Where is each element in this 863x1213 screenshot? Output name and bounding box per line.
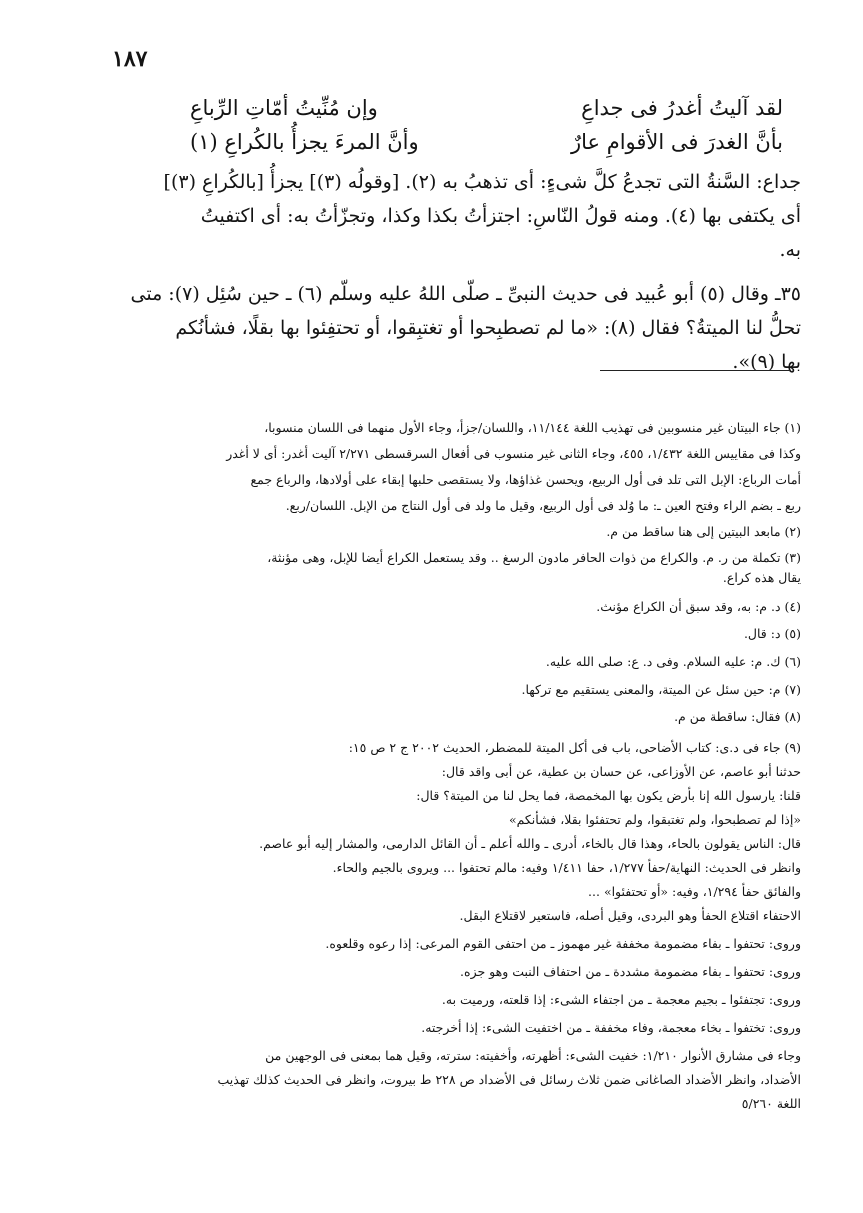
footnote-line: وروى: تحتفوا ـ بفاء مضمومة مخففة غير مهموز ـ من احتفى القوم المرعى: إذا رعوه وقلعوه. (325, 936, 801, 951)
footnote-line: وروى: تختفوا ـ بخاء معجمة، وفاء مخففة ـ من اختفيت الشىء: إذا أخرجته. (421, 1020, 801, 1035)
footnote-line: وجاء فى مشارق الأنوار ١/٢١٠: خفيت الشىء: أظهرته، وأخفيته: سترته، وقيل هما بمعنى فى الوجهين من (265, 1048, 801, 1063)
footnote-line: قلنا: يارسول الله إنا بأرض يكون بها المخمصة، فما يحل لنا من الميتة؟ قال: (416, 788, 801, 803)
footnote-line: يقال هذه كراع. (722, 570, 801, 585)
footnote-line: (٥) د: قال. (743, 626, 801, 641)
footnote-line: الأضداد، وانظر الأضداد الصاغانى ضمن ثلاث رسائل فى الأضداد ص ٢٢٨ ط بيروت، وانظر فى الحديث كذلك تهذيب (217, 1072, 801, 1087)
footnote-line: (٩) جاء فى د.ى: كتاب الأضاحى، باب فى أكل الميتة للمضطر، الحديث ٢٠٠٢ ج ٢ ص ١٥: (348, 740, 801, 755)
footnote-line: قال: الناس يقولون بالحاء، وهذا قال بالخاء، أدرى ـ والله أعلم ـ أن القائل الدارمى، والمشار إليه أبو عاصم. (259, 836, 801, 851)
verse-2-second-hemistich: وأنَّ المرءَ يجزأُ بالكُراعِ (١) (190, 130, 419, 154)
footnote-line: أمات الرباع: الإبل التى تلد فى أول الربيع، ويحسن غذاؤها، ولا يستقصى حلبها إبقاء على أولادها، والرباع جمع (250, 472, 801, 487)
footnote-line: (٤) د. م: به، وقد سبق أن الكراع مؤنث. (596, 599, 801, 614)
footnote-line: الاحتفاء اقتلاع الحفأ وهو البردى، وقيل أصله، فاستعير لاقتلاع البقل. (459, 908, 801, 923)
footnote-separator (600, 370, 790, 371)
page-number: ١٨٧ (112, 46, 148, 72)
footnote-line: (٧) م: حين سئل عن الميتة، والمعنى يستقيم مع تركها. (521, 682, 801, 697)
main-text-line: جداع: السَّنةُ التى تجدعُ كلَّ شىءٍ: أى تذهبُ به (٢). [وقولُه (٣)] يجزأُ [بالكُراعِ (٣)] (163, 171, 801, 193)
footnote-line: (٢) مابعد البيتين إلى هنا ساقط من م. (606, 524, 801, 539)
footnote-line: وكذا فى مقاييس اللغة ١/٤٣٢، ٤٥٥، وجاء الثانى غير منسوب فى أفعال السرقسطى ٢/٢٧١ آليت أغدر: أى لا أغدر (226, 446, 801, 461)
footnote-line: والفائق حفأ ١/٢٩٤، وفيه: «أو تحتفئوا» ... (588, 884, 801, 899)
verse-1-second-hemistich: وإن مُنِّيتُ أمّاتِ الرِّباعِ (190, 96, 378, 120)
footnote-line: حدثنا أبو عاصم، عن الأوزاعى، عن حسان بن عطية، عن أبى واقد قال: (441, 764, 801, 779)
main-text-line: ٣٥ـ وقال (٥) أبو عُبيد فى حديث النبىِّ ـ صلّى اللهُ عليه وسلّم (٦) ـ حين سُئِل (٧): متى (130, 283, 801, 305)
footnote-line: «إذا لم تصطبحوا، ولم تغتبقوا، ولم تحتفئوا بقلا، فشأنكم» (508, 812, 801, 827)
main-text-line: بها (٩)». (732, 351, 801, 373)
footnote-line: وروى: تحتفوا ـ بفاء مضمومة مشددة ـ من احتفاف النبت وهو جزه. (460, 964, 801, 979)
main-text-line: أى يكتفى بها (٤). ومنه قولُ النّاسِ: اجتزأتُ بكذا وكذا، وتجزّأتُ به: أى اكتفيتُ (200, 205, 801, 227)
footnote-line: وروى: تجتفئوا ـ بجيم معجمة ـ من اجتفاء الشىء: إذا قلعته، ورميت به. (441, 992, 801, 1007)
verse-2-first-hemistich: بأنَّ الغدرَ فى الأقوامِ عارٌ (570, 130, 783, 154)
verse-1-first-hemistich: لقد آليتُ أغدرُ فى جداعِ (581, 96, 783, 120)
footnote-line: اللغة ٥/٢٦٠ (741, 1096, 801, 1111)
main-text-line: به. (779, 239, 801, 261)
footnote-line: (٦) ك. م: عليه السلام. وفى د. ع: صلى الله عليه. (545, 654, 801, 669)
main-text-line: تحلُّ لنا الميتةُ؟ فقال (٨): «ما لم تصطبِحوا أو تغتبِقوا، أو تحتفِئوا بها بقلًا، فشأنُكم (175, 317, 801, 339)
footnote-line: (١) جاء البيتان غير منسوبين فى تهذيب اللغة ١١/١٤٤، واللسان/جزأ، وجاء الأول منهما فى اللسان منسوبا، (264, 420, 801, 435)
footnote-line: (٣) تكملة من ر. م. والكراع من ذوات الحافر مادون الرسغ .. وقد يستعمل الكراع أيضا للإبل، وهى مؤنثة، (267, 550, 801, 565)
footnote-line: ربع ـ بضم الراء وفتح العين ـ: ما وُلد فى أول الربيع، وقيل ما ولد فى أول النتاج من الإبل. اللسان/ربع. (285, 498, 801, 513)
footnote-line: وانظر فى الحديث: النهاية/حفأ ١/٢٧٧، حفا ١/٤١١ وفيه: مالم تحتفوا ... ويروى بالجيم والحاء. (332, 860, 801, 875)
footnote-line: (٨) فقال: ساقطة من م. (674, 709, 801, 724)
